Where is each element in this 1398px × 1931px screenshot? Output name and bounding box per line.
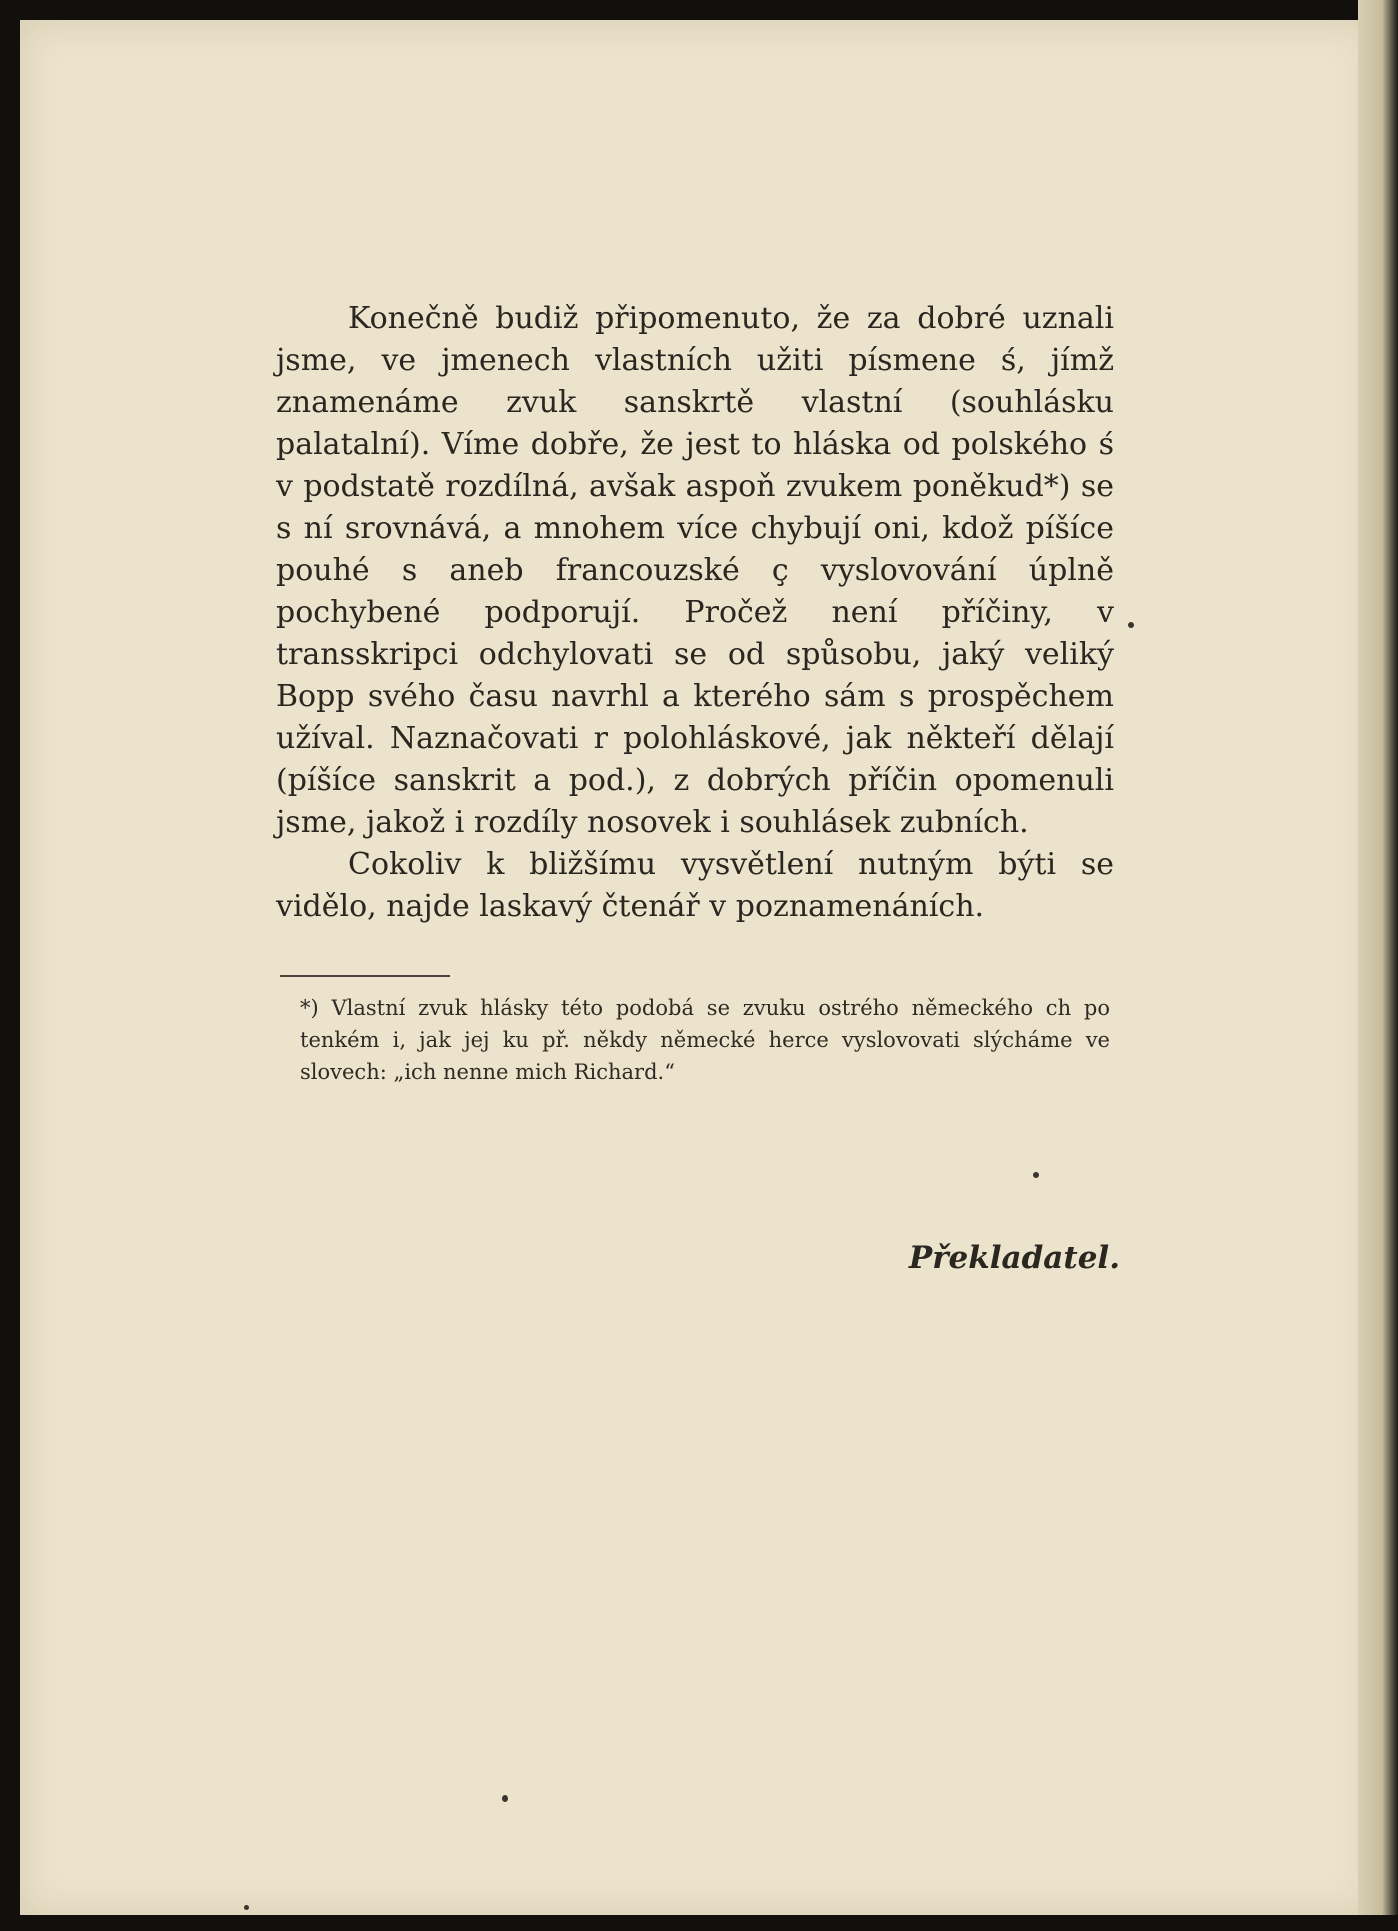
scan-left-border <box>0 0 20 1931</box>
paragraph-2: Cokoliv k bližšímu vysvětlení nutným býti se vidělo, najde laskavý čtenář v poznamenáních. <box>276 847 1114 924</box>
scan-top-border <box>0 0 1398 20</box>
page-spine-edge <box>1358 0 1398 1931</box>
paper-speck <box>1033 1172 1039 1178</box>
paper-speck <box>1128 622 1134 628</box>
footnote-divider <box>280 975 450 977</box>
paper-speck <box>502 1795 508 1802</box>
signature: Překladatel. <box>908 1240 1120 1276</box>
footnote: *) Vlastní zvuk hlásky této podobá se zvuku ostrého německého ch po tenkém i, jak jej ku př. někdy německé herce vyslovovati slýcháme ve slovech: „ich nenne mich Richard.“ <box>300 996 1110 1084</box>
main-text-block <box>276 298 1114 928</box>
paper-speck <box>244 1905 249 1910</box>
scan-bottom-border <box>0 1915 1398 1931</box>
paragraph-1: Konečně budiž připomenuto, že za dobré uznali jsme, ve jmenech vlastních užiti písmene ś, jímž znamenáme zvuk sanskrtě vlastní (souhlásku palatalní). Víme dobře, že jest to hláska od polského ś v podstatě rozdílná, avšak aspoň zvukem poněkud*) se s ní srovnává, a mnohem více chybují oni, kdož píšíce pouhé s aneb francouzské ç vyslovování úplně pochybené podporují. Pročež není příčiny, v transskripci odchylovati se od spůsobu, jaký veliký Bopp svého času navrhl a kterého sám s prospěchem užíval. Naznačovati r polohláskové, jak někteří dělají (píšíce sanskrit a pod.), z dobrých příčin opomenuli jsme, jakož i rozdíly nosovek i souhlásek zubních. <box>276 301 1114 840</box>
